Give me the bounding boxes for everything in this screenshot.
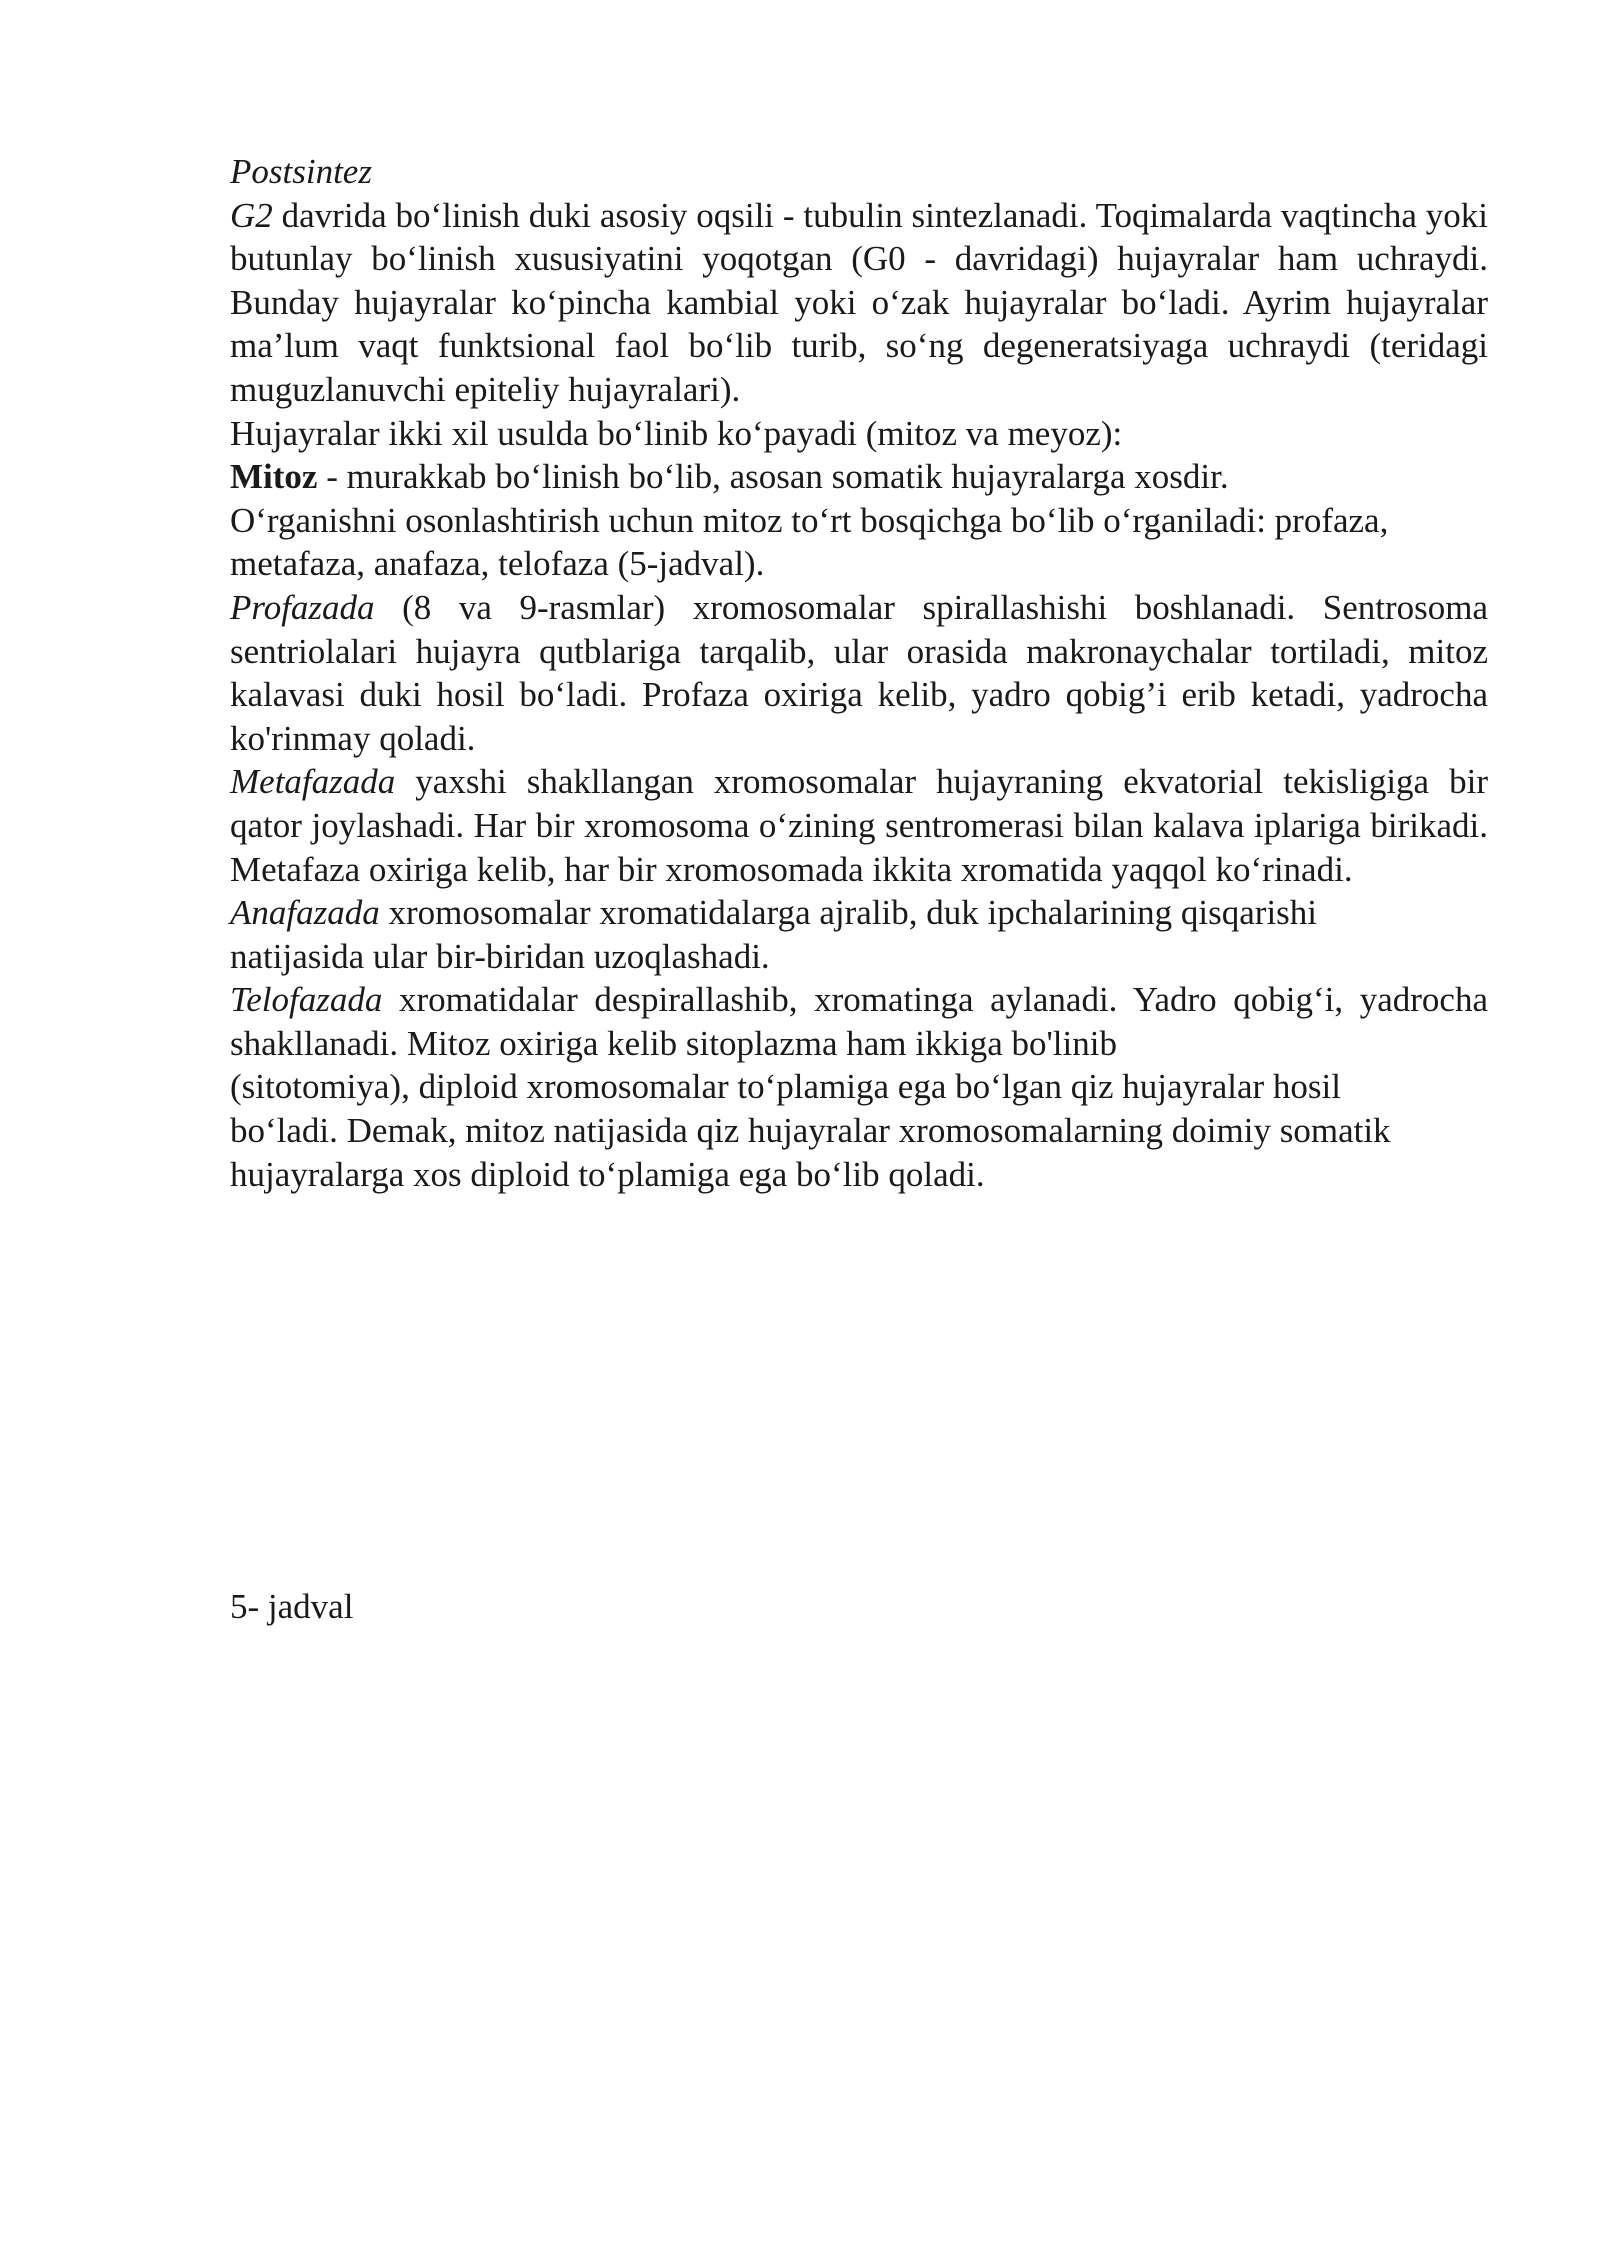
paragraph-metafaza-lead: Metafazada: [230, 762, 396, 802]
paragraph-mitoz-text: - murakkab bo‘linish bo‘lib, asosan somatik hujayralarga xosdir.: [317, 457, 1229, 497]
paragraph-division-types: Hujayralar ikki xil usulda bo‘linib ko‘payadi (mitoz va meyoz):: [230, 413, 1123, 453]
paragraph-g2-lead: G2: [230, 195, 273, 235]
paragraph-conclusion-line1: (sitotomiya), diploid xromosomalar to‘plamiga ega bo‘lgan qiz hujayralar hosil: [230, 1067, 1341, 1107]
paragraph-anafaza-line2: natijasida ular bir-biridan uzoqlashadi.: [230, 936, 770, 976]
paragraph-g2: [230, 194, 1488, 412]
paragraph-profaza-lead: Profazada: [230, 587, 375, 627]
paragraph-profaza: [230, 586, 1488, 760]
paragraph-mitoz-lead: Mitoz: [230, 457, 318, 497]
paragraph-conclusion-line2: bo‘ladi. Demak, mitoz natijasida qiz hujayralar xromosomalarning doimiy somatik: [230, 1111, 1391, 1151]
paragraph-g2-text: davrida bo‘linish duki asosiy oqsili - tubulin sintezlanadi. Toqimalarda vaqtincha yoki butunlay bo‘linish xususiyatini yoqotgan (G0 - davridagi) hujayralar ham uchraydi. Bunday hujayralar ko‘pincha kambial yoki o‘zak hujayralar bo‘ladi. Ayrim hujayralar ma’lum vaqt funktsional faol bo‘lib turib, so‘ng degeneratsiyaga uchraydi (teridagi muguzlanuvchi epiteliy hujayralari).: [230, 195, 1488, 409]
table-caption: 5- jadval: [230, 1587, 354, 1626]
paragraph-telofaza-lead: Telofazada: [230, 980, 383, 1020]
paragraph-stages-line1: O‘rganishni osonlashtirish uchun mitoz to‘rt bosqichga bo‘lib o‘rganiladi: profaza,: [230, 500, 1389, 540]
paragraph-conclusion-line3: hujayralarga xos diploid to‘plamiga ega bo‘lib qoladi.: [230, 1154, 985, 1194]
paragraph-stages-line2: metafaza, anafaza, telofaza (5-jadval).: [230, 544, 765, 584]
paragraph-profaza-text: (8 va 9-rasmlar) xromosomalar spirallashishi boshlanadi. Sentrosoma sentriolalari hujayra qutblariga tarqalib, ular orasida makronaychalar tortiladi, mitoz kalavasi duki hosil bo‘ladi. Profaza oxiriga kelib, yadro qobig’i erib ketadi, yadrocha ko'rinmay qoladi.: [230, 587, 1488, 758]
paragraph-metafaza-text: yaxshi shakllangan xromosomalar hujayraning ekvatorial tekisligiga bir qator joylashadi. Har bir xromosoma o‘zining sentromerasi bilan kalava iplariga birikadi. Metafaza oxiriga kelib, har bir xromosomada ikkita xromatida yaqqol ko‘rinadi.: [230, 762, 1488, 889]
section-heading: Postsintez: [230, 152, 372, 191]
paragraph-telofaza: [230, 978, 1488, 1065]
paragraph-telofaza-text: xromatidalar despirallashib, xromatinga aylanadi. Yadro qobig‘i, yadrocha shakllanadi. Mitoz oxiriga kelib sitoplazma ham ikkiga bo'linib: [230, 980, 1488, 1063]
paragraph-anafaza-lead: Anafazada: [230, 893, 380, 933]
paragraph-anafaza-text: xromosomalar xromatidalarga ajralib, duk ipchalarining qisqarishi: [379, 893, 1318, 933]
document-body: [230, 150, 1488, 1196]
paragraph-mitoz: [230, 455, 1488, 499]
paragraph-anafaza-line1: [230, 891, 1488, 935]
paragraph-metafaza: [230, 760, 1488, 891]
